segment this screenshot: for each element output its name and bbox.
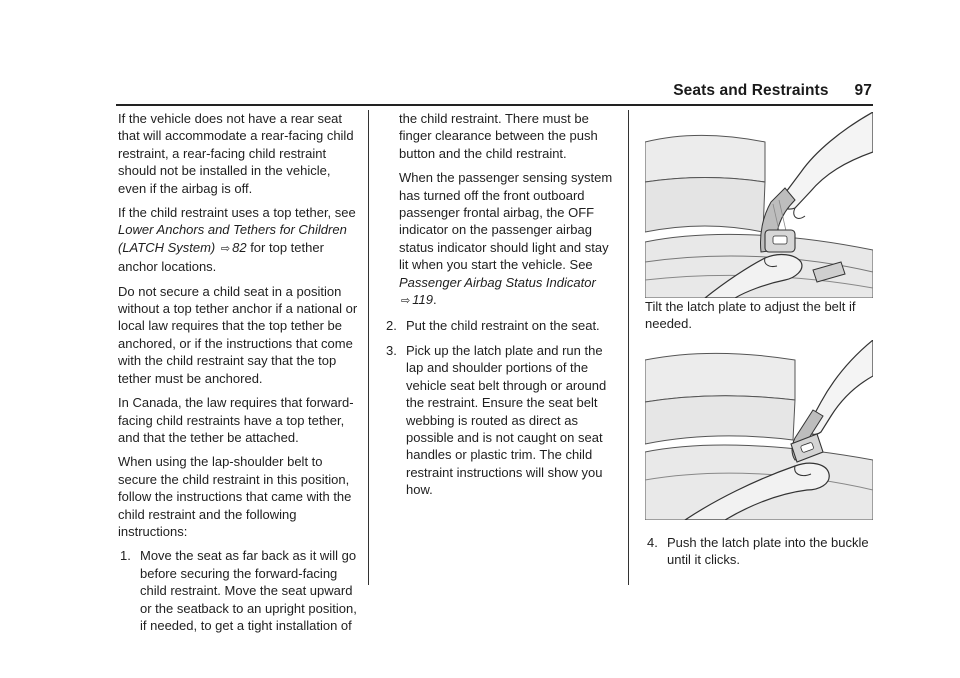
seat-belt-illustration-2 (645, 340, 873, 520)
paragraph: Do not secure a child seat in a position without a top tether anchor if a national or local law requires that the top tether be anchored, or if the instructions that come with the child restraint say that the top tether must be anchored. (118, 283, 358, 386)
page-arrow-icon: ⇨ (401, 295, 411, 308)
cross-reference-link[interactable]: Lower Anchors and Tethers for Children (LATCH System) (118, 222, 347, 255)
list-item (118, 547, 358, 634)
column-1 (118, 110, 358, 641)
step-number: 4. (647, 534, 658, 550)
text: for top tether anchor locations. (118, 239, 324, 275)
text: When the passenger sensing system has turned off the front outboard passenger frontal airbag, the OFF indicator on the passenger airbag status indicator should light and stay lit when you start the vehicle. See (399, 170, 613, 273)
step-number: 2. (386, 318, 397, 334)
paragraph: the child restraint. There must be finger clearance between the push button and the child restraint. (399, 111, 598, 161)
section-title: Seats and Restraints (673, 82, 829, 99)
step-number: 1. (120, 548, 131, 564)
paragraph: If the vehicle does not have a rear seat that will accommodate a rear-facing child restraint, a rear-facing child restraint should not be installed in the vehicle, even if the airbag is off. (118, 111, 354, 196)
paragraph (384, 169, 614, 310)
running-header (673, 82, 872, 100)
column-2 (384, 110, 614, 506)
list-item (645, 534, 873, 569)
column-3 (645, 112, 873, 576)
paragraph (118, 204, 358, 276)
column-divider (368, 110, 369, 585)
list-item (384, 342, 614, 499)
step-text: Put the child restraint on the seat. (406, 318, 600, 334)
text: If the child restraint uses a top tether, see (118, 205, 356, 221)
paragraph: In Canada, the law requires that forward-facing child restraints have a top tether, and that the tether be attached. (118, 395, 354, 445)
column-divider (628, 110, 629, 585)
paragraph: When using the lap-shoulder belt to secure the child restraint in this position, follow the instructions that came with the child restraint and the following instructions: (118, 454, 352, 539)
text: . (432, 292, 437, 308)
seat-belt-illustration-1 (645, 112, 873, 298)
step-text: Pick up the latch plate and run the lap and shoulder portions of the vehicle seat belt through or around the restraint. Ensure the seat belt webbing is routed as direct as possible and is not caught on seat handles or plastic trim. The child restraint instructions will show you how. (406, 342, 607, 498)
cross-reference-page[interactable]: 119 (412, 292, 433, 308)
page-arrow-icon: ⇨ (220, 242, 231, 255)
list-item (384, 317, 614, 334)
illustration-latch-plate-routing (645, 112, 873, 298)
step-number: 3. (386, 342, 397, 358)
figure-caption: Tilt the latch plate to adjust the belt if needed. (645, 299, 856, 332)
cross-reference-link[interactable]: Passenger Airbag Status Indicator (399, 274, 596, 290)
step-text: Move the seat as far back as it will go before securing the forward-facing child restraint. Move the seat upward or the seatback to an upright position, if needed, to get a tight installation of (140, 548, 357, 633)
cross-reference-page[interactable]: 82 (232, 239, 247, 255)
page-number: 97 (854, 82, 872, 99)
header-rule (116, 104, 873, 106)
illustration-latch-plate-tilt (645, 340, 873, 520)
step-text: Push the latch plate into the buckle until it clicks. (667, 534, 869, 568)
